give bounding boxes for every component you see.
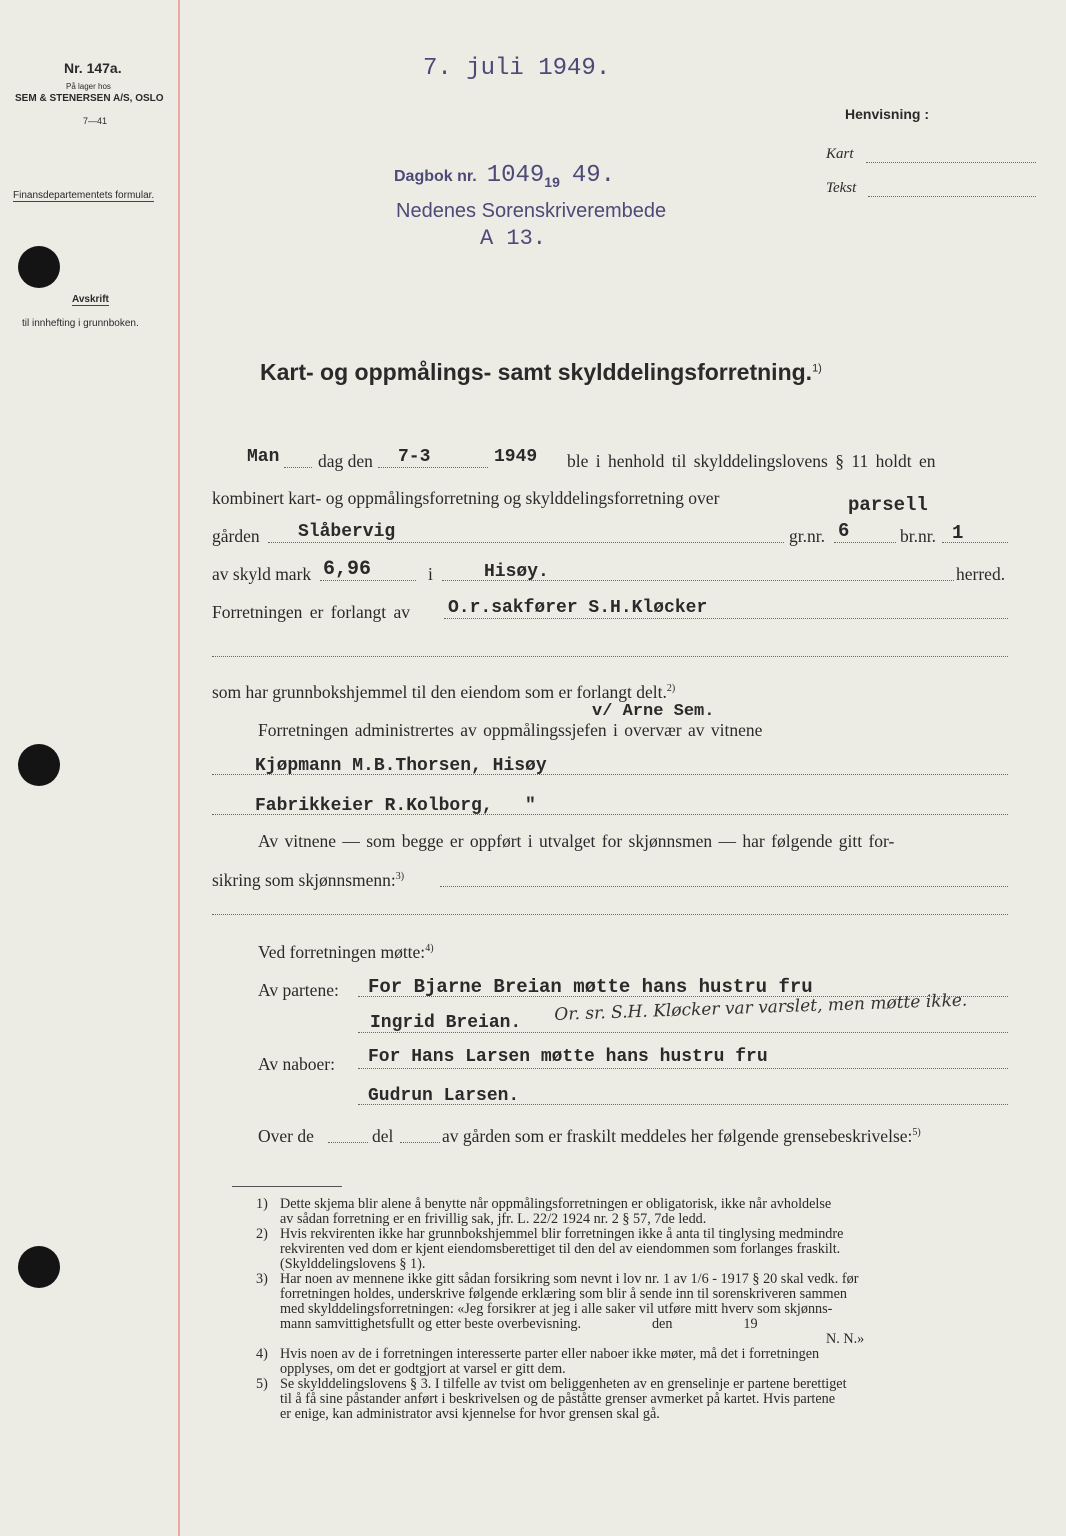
line6	[212, 682, 675, 703]
line11-b: del	[372, 1126, 394, 1146]
date-stamp: 7. juli 1949.	[423, 55, 611, 82]
line7-fill: v/ Arne Sem.	[592, 702, 715, 721]
line6-text: som har grunnbokshjemmel til den eiendom som er forlangt delt.	[212, 682, 667, 702]
neighbors-line1: For Hans Larsen møtte hans hustru fru	[368, 1047, 768, 1067]
line2: kombinert kart- og oppmålingsforretning og skylddelingsforretning over	[212, 488, 720, 508]
parties-handwritten: Or. sr. S.H. Kløcker var varslet, men møtte ikke.	[554, 990, 968, 1025]
footnote-line: opplyses, om det er godtgjort at varsel er gitt dem.	[280, 1361, 566, 1377]
footnote	[256, 1197, 1016, 1227]
punch-hole-2	[18, 744, 60, 786]
line1-day: Man	[247, 447, 280, 467]
copy-note: til innhefting i grunnboken.	[22, 318, 139, 329]
footnote	[256, 1377, 1016, 1422]
line3-gr-dots	[834, 542, 896, 543]
footnote-line: Hvis rekvirenten ikke har grunnbokshjemmel blir forretningen ikke å anta til tinglysing medmindre	[280, 1226, 844, 1242]
line9b-dots	[212, 914, 1008, 915]
footnote-line: mann samvittighetsfullt og etter beste overbevisning. den 19	[280, 1316, 758, 1332]
line11-note: 5)	[912, 1127, 921, 1139]
footnote-line: av sådan forretning er en frivillig sak, jfr. L. 22/2 1924 nr. 2 § 57, 7de ledd.	[280, 1211, 707, 1227]
footnote	[256, 1332, 1016, 1347]
line4-val: 6,96	[323, 558, 372, 581]
footnote-line: med skylddelingsforretningen: «Jeg forsikrer at jeg i alle saker vil utføre mitt hverv som skjønns-	[280, 1301, 833, 1317]
line4-a: av skyld mark	[212, 564, 312, 584]
line1-b: ble i henhold til skylddelingslovens § 11 holdt en	[567, 451, 936, 471]
line10-note: 4)	[425, 943, 434, 955]
parties-line2: Ingrid Breian.	[370, 1013, 522, 1033]
line9-dots	[440, 886, 1008, 887]
line3-gr: gr.nr.	[789, 526, 825, 546]
footnote-rule	[232, 1186, 342, 1187]
footnote-line: (Skylddelingslovens § 1).	[280, 1256, 426, 1272]
tekst-label: Tekst	[826, 180, 857, 196]
footnote-number: 2)	[256, 1226, 268, 1242]
kart-label: Kart	[826, 146, 854, 162]
office-stamp: Nedenes Sorenskriverembede	[396, 200, 667, 222]
dagbok-label: Dagbok nr.	[394, 168, 477, 185]
parties-line1: For Bjarne Breian møtte hans hustru fru	[368, 976, 813, 998]
witness-1-dots	[212, 774, 1008, 775]
line4-i: i	[428, 564, 433, 584]
footnote-line: forretningen holdes, underskrive følgende erklæring som blir å sende inn til sorenskriveren sammen	[280, 1286, 847, 1302]
dagbok-stamp	[394, 162, 615, 189]
neighbors-2-dots	[358, 1104, 1008, 1105]
line11-c	[442, 1126, 921, 1147]
footnotes	[256, 1197, 1016, 1422]
footnote-number: 1)	[256, 1196, 268, 1212]
line10	[258, 942, 434, 963]
reference-title: Henvisning :	[845, 106, 930, 122]
line1-date-dots	[378, 467, 488, 468]
ministry-label: Finansdepartementets formular.	[13, 190, 155, 201]
line3-br-dots	[942, 542, 1008, 543]
line4-place-dots	[442, 580, 954, 581]
form-title-note: 1)	[812, 362, 822, 375]
line9-note: 3)	[395, 871, 405, 883]
line9-text: sikring som skjønnsmenn:	[212, 870, 396, 890]
line4-b: herred.	[956, 564, 1006, 584]
dagbok-19: 19	[544, 174, 560, 190]
line8: Av vitnene — som begge er oppført i utvalget for skjønnsmen — har følgende gitt for-	[258, 831, 895, 851]
footnote-number: 5)	[256, 1376, 268, 1392]
reference-stamp: A 13.	[480, 226, 547, 251]
line11-a-dots	[328, 1142, 368, 1143]
line10-text: Ved forretningen møtte:	[258, 942, 426, 962]
parties-2-dots	[358, 1032, 1008, 1033]
line11-b-dots	[400, 1142, 440, 1143]
neighbors-1-dots	[358, 1068, 1008, 1069]
line11-c-text: av gården som er fraskilt meddeles her følgende grensebeskrivelse:	[442, 1126, 913, 1146]
margin-rule	[178, 0, 180, 1536]
line2-fill: parsell	[848, 494, 928, 516]
line5b-dots	[212, 656, 1008, 657]
witness-1: Kjøpmann M.B.Thorsen, Hisøy	[255, 756, 547, 776]
line4-val-dots	[320, 580, 416, 581]
parties-label: Av partene:	[258, 980, 339, 1000]
footnote-line: Hvis noen av de i forretningen interesserte parter eller naboer ikke møter, må det i forretningen	[280, 1346, 820, 1362]
line7: Forretningen administrertes av oppmålingssjefen i overvær av vitnene	[258, 720, 763, 740]
line3-a: gården	[212, 526, 260, 546]
line5-dots	[444, 618, 1008, 619]
footnote	[256, 1227, 1016, 1272]
dagbok-year: 49.	[571, 162, 616, 189]
line5-fill: O.r.sakfører S.H.Kløcker	[448, 598, 708, 618]
line11-a: Over de	[258, 1126, 314, 1146]
footnote-line: Dette skjema blir alene å benytte når oppmålingsforretningen er obligatorisk, ikke når avholdelse	[280, 1196, 832, 1212]
footnote-number: 4)	[256, 1346, 268, 1362]
line1-year: 1949	[494, 447, 538, 467]
line5-a: Forretningen er forlangt av	[212, 602, 411, 622]
footnote-line: Har noen av mennene ikke gitt sådan forsikring som nevnt i lov nr. 1 av 1/6 - 1917 § 20 skal vedk. før	[280, 1271, 859, 1287]
form-number: Nr. 147a.	[64, 60, 122, 76]
line3-farm-dots	[268, 542, 784, 543]
witness-2-dots	[212, 814, 1008, 815]
publisher-line1: På lager hos	[66, 82, 111, 91]
footnote-line: rekvirenten ved dom er kjent eiendomsberettiget til den del av eiendommen som forlanges fraskilt.	[280, 1241, 841, 1257]
line1-a: dag den	[318, 451, 373, 471]
tekst-dots	[868, 196, 1036, 197]
footnote-line: til å få sine påstander anført i beskrivelsen og de påståtte grenser avmerket på kartet. Hvis partene	[280, 1391, 836, 1407]
footnote	[256, 1347, 1016, 1377]
line3-br-val: 1	[952, 522, 964, 544]
dagbok-number: 1049	[486, 162, 545, 189]
form-title	[260, 359, 822, 386]
form-edition: 7—41	[83, 116, 108, 126]
line3-farm: Slåbervig	[298, 522, 396, 542]
footnote-line: er enige, kan administrator avsi kjennelse for hvor grensen skal gå.	[280, 1406, 660, 1422]
punch-hole-3	[18, 1246, 60, 1288]
neighbors-line2: Gudrun Larsen.	[368, 1086, 520, 1106]
footnote	[256, 1272, 1016, 1332]
form-title-text: Kart- og oppmålings- samt skylddelingsforretning.	[260, 359, 813, 385]
line4-place: Hisøy.	[484, 562, 549, 582]
copy-title: Avskrift	[72, 294, 109, 305]
line3-gr-val: 6	[838, 520, 850, 542]
line1-date: 7-3	[398, 447, 431, 467]
witness-2: Fabrikkeier R.Kolborg, "	[255, 796, 536, 816]
punch-hole-1	[18, 246, 60, 288]
kart-dots	[866, 162, 1036, 163]
publisher-line2: SEM & STENERSEN A/S, OSLO	[15, 93, 164, 104]
neighbors-label: Av naboer:	[258, 1054, 335, 1074]
line1-day-dots	[284, 467, 312, 468]
footnote-line: N. N.»	[826, 1331, 865, 1347]
line6-note: 2)	[666, 683, 676, 695]
footnote-line: Se skylddelingslovens § 3. I tilfelle av tvist om beliggenheten av en grenselinje er partene berettiget	[280, 1376, 847, 1392]
line3-br: br.nr.	[900, 526, 936, 546]
footnote-number: 3)	[256, 1271, 268, 1287]
line9	[212, 870, 404, 891]
